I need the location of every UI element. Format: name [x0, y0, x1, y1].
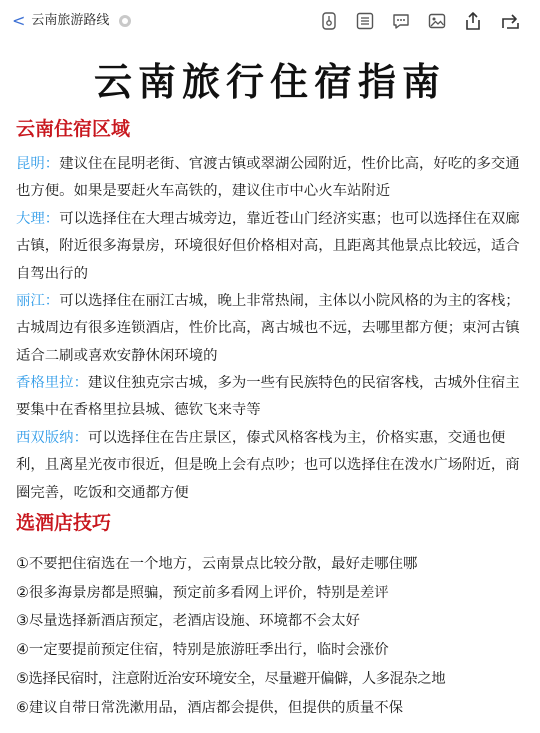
list-icon[interactable] — [354, 10, 376, 32]
list-item: ③尽量选择新酒店预定，老酒店设施、环境都不会太好 — [16, 613, 360, 630]
area-text: 建议住独克宗古城，多为一些有民族特色的民宿客栈，古城外住宿主要集中在香格里拉县城、德钦飞来寺等 — [16, 375, 520, 419]
area-label: 昆明： — [16, 156, 60, 172]
forward-icon[interactable] — [500, 10, 522, 32]
tips-list — [16, 550, 532, 722]
area-text: 建议住在昆明老街、官渡古镇或翠湖公园附近，性价比高，好吃的多交通也方便。如果是要赶火车高铁的，建议住市中心火车站附近 — [16, 156, 520, 200]
list-item: ②很多海景房都是照骗，预定前多看网上评价，特别是差评 — [16, 584, 389, 601]
tag-icon[interactable] — [318, 10, 340, 32]
comment-icon[interactable] — [390, 10, 412, 32]
back-button[interactable] — [12, 11, 131, 31]
area-label: 西双版纳： — [16, 430, 88, 446]
area-xishuangbanna — [16, 425, 528, 507]
area-dali — [16, 206, 528, 288]
verified-badge-icon — [119, 15, 131, 27]
area-kunming — [16, 151, 528, 206]
section-heading-areas: 云南住宿区域 — [16, 118, 131, 140]
area-text: 可以选择住在丽江古城，晚上非常热闹，主体以小院风格的为主的客栈；古城周边有很多连锁酒店，性价比高，离古城也不远，去哪里都方便；束河古镇适合二刷或喜欢安静休闲环境的 — [16, 293, 520, 364]
area-shangrila — [16, 370, 528, 425]
area-label: 丽江： — [16, 293, 60, 309]
chevron-left-icon[interactable]: < — [12, 11, 26, 30]
list-item: ①不要把住宿选在一个地方，云南景点比较分散，最好走哪住哪 — [16, 556, 418, 572]
area-text: 可以选择住在大理古城旁边，靠近苍山门经济实惠；也可以选择住在双廊古镇，附近很多海景房，环境很好但价格相对高，且距离其他景点比较远，适合自驾出行的 — [16, 211, 520, 282]
area-label: 香格里拉： — [16, 375, 88, 391]
list-item: ⑥建议自带日常洗漱用品，酒店都会提供，但提供的质量不保 — [16, 699, 404, 716]
area-label: 大理： — [16, 211, 60, 227]
list-item: ④一定要提前预定住宿，特别是旅游旺季出行，临时会涨价 — [16, 642, 389, 659]
list-item: ⑤选择民宿时，注意附近治安环境安全，尽量避开偏僻，人多混杂之地 — [16, 670, 446, 687]
page-title: 云南旅行住宿指南 — [93, 59, 446, 104]
left-toolbar — [318, 10, 448, 32]
right-toolbar — [462, 10, 522, 32]
top-bar — [0, 0, 540, 44]
area-text: 可以选择住在告庄景区，傣式风格客栈为主，价格实惠，交通也便利，且离星光夜市很近，但是晚上会有点吵；也可以选择住在泼水广场附近，商圈完善，吃饭和交通都方便 — [16, 430, 520, 501]
back-label[interactable]: 云南旅游路线 — [31, 13, 110, 28]
area-lijiang — [16, 288, 528, 370]
image-icon[interactable] — [426, 10, 448, 32]
share-icon[interactable] — [462, 10, 484, 32]
section-heading-tips: 选酒店技巧 — [16, 512, 112, 534]
